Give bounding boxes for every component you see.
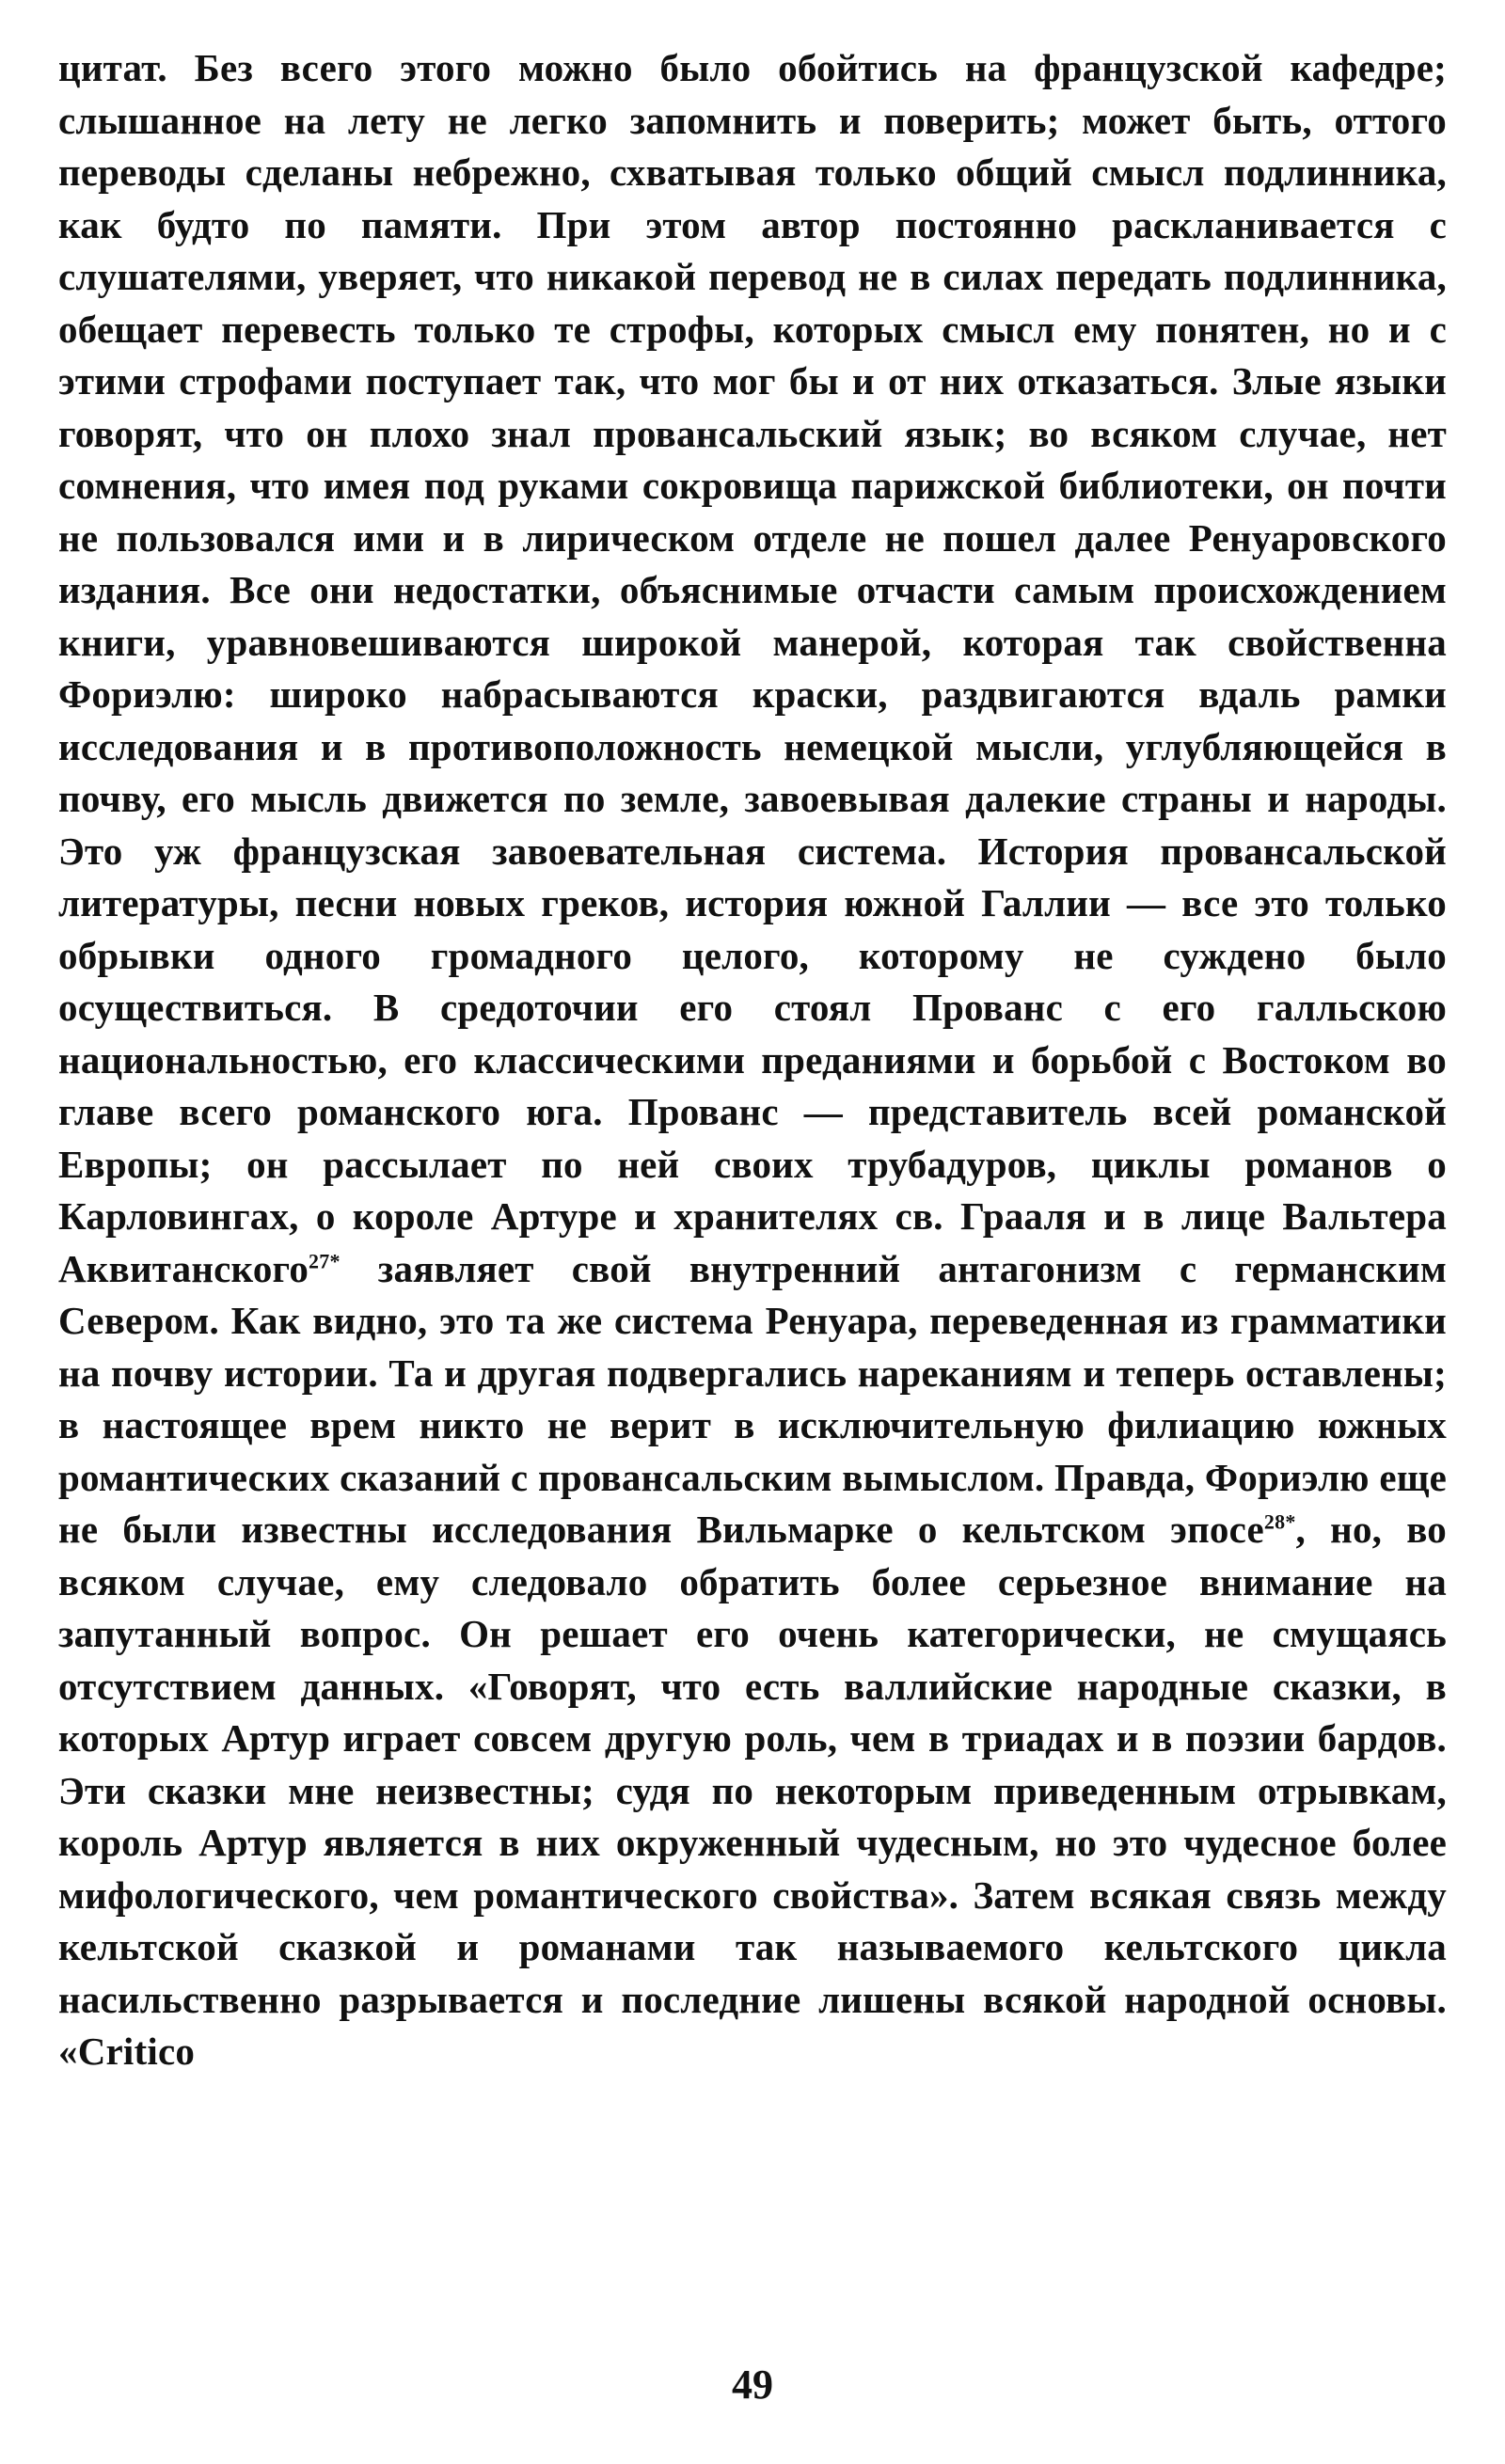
footnote-ref-27: 27* xyxy=(309,1248,341,1272)
footnote-ref-28: 28* xyxy=(1263,1509,1296,1534)
body-paragraph xyxy=(58,42,1447,2078)
page-number: 49 xyxy=(732,2361,773,2408)
paragraph-part-2: заявляет свой внутренний антагонизм с германским Севером. Как видно, это та же система Ренуара, переведенная из грамматики на почву истории. Та и другая подвергались нареканиям и теперь оставлены; в настоящее врем никто не верит в исключительную филиацию южных романтических сказаний с провансальским вымыслом. Правда, Фориэлю еще не были известны исследования Вильмарке о кельтском эпосе xyxy=(58,1246,1447,1551)
paragraph-part-3: , но, во всяком случае, ему следовало обратить более серьезное внимание на запутанный вопрос. Он решает его очень категорически, не смущаясь отсутствием данных. «Говорят, что есть валлийские народные сказки, в которых Артур играет совсем другую роль, чем в триадах и в поэзии бардов. Эти сказки мне неизвестны; судя по некоторым приведенным отрывкам, король Артур является в них окруженный чудесным, но это чудесное более мифологического, чем романтического свойства». Затем всякая связь между кельтской сказкой и романами так называемого кельтского цикла насильственно разрывается и последние лишены всякой народной основы. «Critico xyxy=(58,1508,1447,2073)
paragraph-part-1: цитат. Без всего этого можно было обойтись на французской кафедре; слышанное на лету не легко запомнить и поверить; может быть, оттого переводы сделаны небрежно, схватывая только общий смысл подлинника, как будто по памяти. При этом автор постоянно раскланивается с слушателями, уверяет, что никакой перевод не в силах передать подлинника, обещает перевесть только те строфы, которых смысл ему понятен, но и с этими строфами поступает так, что мог бы и от них отказаться. Злые языки говорят, что он плохо знал провансальский язык; во всяком случае, нет сомнения, что имея под руками сокровища парижской библиотеки, он почти не пользовался ими и в лирическом отделе не пошел далее Ренуаровского издания. Все они недостатки, объяснимые отчасти самым происхождением книги, уравновешиваются широкой манерой, которая так свойственна Фориэлю: широко набрасываются краски, раздвигаются вдаль рамки исследования и в противоположность немецкой мысли, углубляющейся в почву, его мысль движется по земле, завоевывая далекие страны и народы. Это уж французская завоевательная система. История провансальской литературы, песни новых греков, история южной Галлии — все это только обрывки одного громадного целого, которому не суждено было осуществиться. В средоточии его стоял Прованс с его галльскою национальностью, его классическими преданиями и борьбой с Востоком во главе всего романского юга. Прованс — представитель всей романской Европы; он рассылает по ней своих трубадуров, циклы романов о Карловингах, о короле Артуре и хранителях св. Грааля и в лице Вальтера Аквитанского xyxy=(58,46,1447,1290)
book-page xyxy=(58,42,1447,2078)
